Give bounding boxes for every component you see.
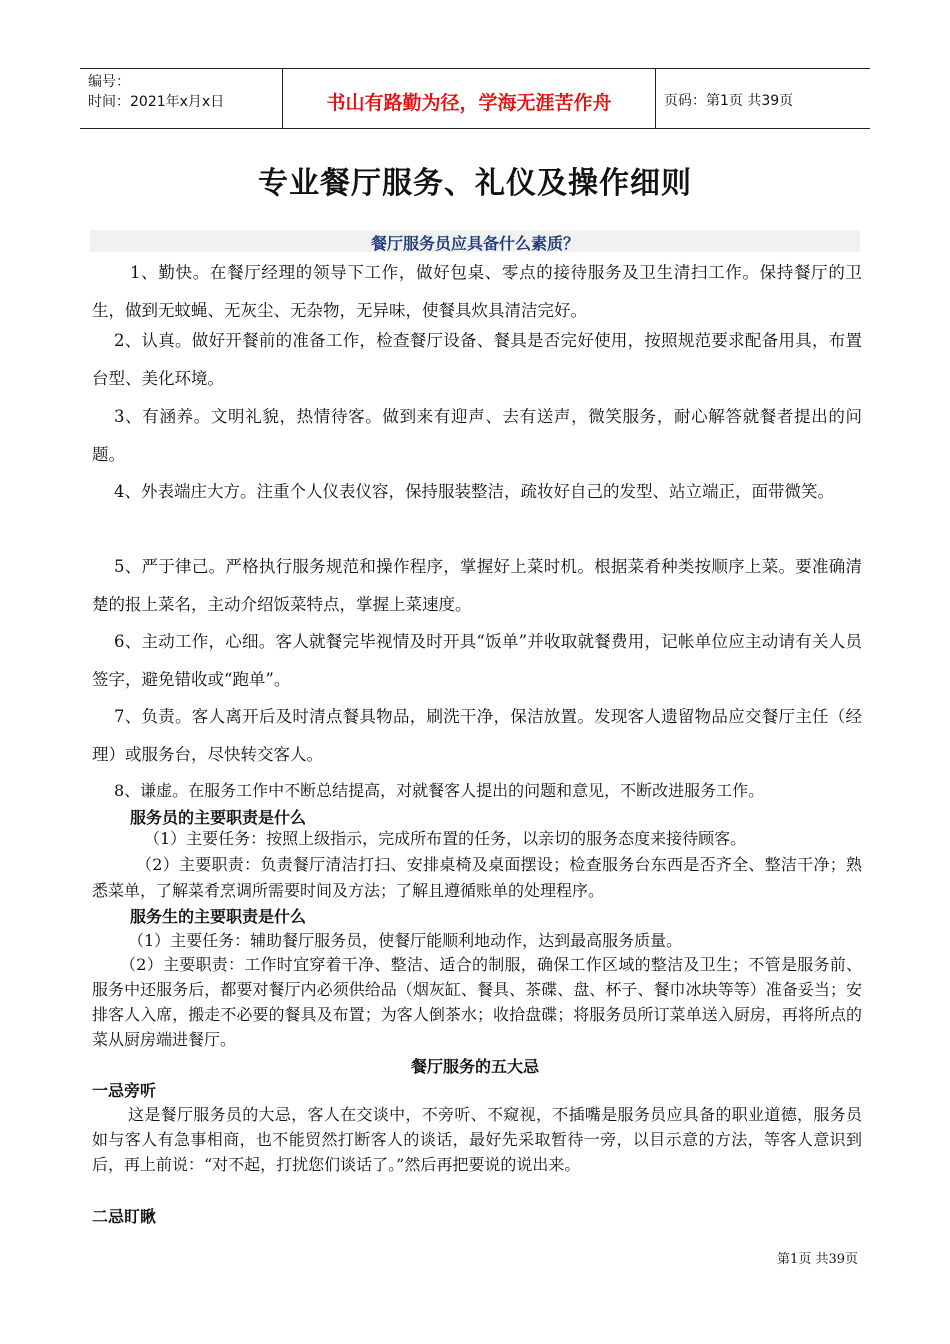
paragraph-item: 1、勤快。在餐厅经理的领导下工作，做好包桌、零点的接待服务及卫生清扫工作。保持餐厅的卫生，做到无蚊蝇、无灰尘、无杂物，无异味，使餐具炊具清洁完好。 xyxy=(92,263,862,320)
paragraph-item: 5、严于律己。严格执行服务规范和操作程序，掌握好上菜时机。根据菜肴种类按顺序上菜。要准确清楚的报上菜名，主动介绍饭菜特点，掌握上菜速度。 xyxy=(92,557,862,614)
paragraph-item: 8、谦虚。在服务工作中不断总结提高，对就餐客人提出的问题和意见，不断改进服务工作。 xyxy=(114,781,765,800)
paragraph-text: 这是餐厅服务员的大忌，客人在交谈中，不旁听、不窥视，不插嘴是服务员应具备的职业道德，服务员如与客人有急事相商，也不能贸然打断客人的谈话，最好先采取暂待一旁，以目示意的方法，等客人意识到后，再上前说：“对不起，打扰您们谈话了。”然后再把要说的说出来。 xyxy=(92,1105,862,1174)
doc-number-label: 编号： xyxy=(88,74,130,90)
section-heading: 餐厅服务的五大忌 xyxy=(410,1057,539,1076)
doc-date: 时间：2021年x月x日 xyxy=(88,94,225,110)
header-top-rule xyxy=(80,68,870,69)
paragraph-duty: （2）主要职责：负责餐厅清洁打扫、安排桌椅及桌面摆设；检查服务台东西是否齐全、整洁干净；熟悉菜单，了解菜肴烹调所需要时间及方法；了解且遵循账单的处理程序。 xyxy=(92,855,862,900)
header-page-info: 页码：第1页 共39页 xyxy=(664,93,794,109)
subsection-heading: 二忌盯瞅 xyxy=(92,1207,157,1226)
header-meta xyxy=(88,72,224,112)
paragraph-item: 4、外表端庄大方。注重个人仪表仪容，保持服装整洁，疏妆好自己的发型、站立端正，面带微笑。 xyxy=(114,482,834,501)
paragraph-task: （1）主要任务：辅助餐厅服务员，使餐厅能顺利地动作，达到最高服务质量。 xyxy=(128,931,683,950)
section-heading: 服务员的主要职责是什么 xyxy=(130,808,307,827)
header-divider xyxy=(655,68,656,128)
paragraph-item: 2、认真。做好开餐前的准备工作，检查餐厅设备、餐具是否完好使用，按照规范要求配备用具，布置台型、美化环境。 xyxy=(92,331,862,388)
paragraph-item: 3、有涵养。文明礼貌，热情待客。做到来有迎声、去有送声，微笑服务，耐心解答就餐者提出的问题。 xyxy=(92,407,862,464)
header-bottom-rule xyxy=(80,128,870,129)
subsection-heading: 一忌旁听 xyxy=(92,1081,157,1100)
paragraph-task: （1）主要任务：按照上级指示，完成所布置的任务，以亲切的服务态度来接待顾客。 xyxy=(144,829,747,848)
header-divider xyxy=(282,68,283,128)
header-motto: 书山有路勤为径，学海无涯苦作舟 xyxy=(326,92,612,114)
section-heading: 餐厅服务员应具备什么素质？ xyxy=(370,234,579,253)
paragraph-duty: （2）主要职责：工作时宜穿着干净、整洁、适合的制服，确保工作区域的整洁及卫生；不管是服务前、服务中还服务后，都要对餐厅内必须供给品（烟灰缸、餐具、茶碟、盘、杯子、餐巾冰块等等）准备妥当；安排客人入席，搬走不必要的餐具及布置；为客人倒茶水；收拾盘碟；将服务员所订菜单送入厨房，再将所点的菜从厨房端进餐厅。 xyxy=(92,955,862,1049)
page-footer: 第1页 共39页 xyxy=(777,1252,858,1267)
paragraph-item: 7、负责。客人离开后及时清点餐具物品，刷洗干净，保洁放置。发现客人遗留物品应交餐厅主任（经理）或服务台，尽快转交客人。 xyxy=(92,707,862,764)
section-heading: 服务生的主要职责是什么 xyxy=(130,907,307,926)
document-title: 专业餐厅服务、礼仪及操作细则 xyxy=(258,166,692,201)
paragraph-item: 6、主动工作，心细。客人就餐完毕视情及时开具“饭单”并收取就餐费用，记帐单位应主动请有关人员签字，避免错收或“跑单”。 xyxy=(92,632,862,689)
